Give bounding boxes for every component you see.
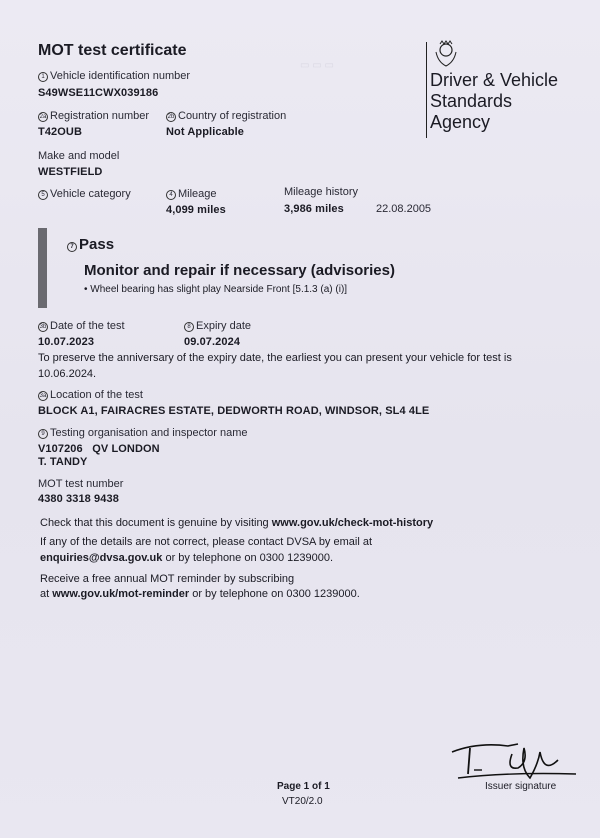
location-value: BLOCK A1, FAIRACRES ESTATE, DEDWORTH ROAD, WINDSOR, SL4 4LE <box>38 405 430 417</box>
expiry-label <box>184 320 251 332</box>
result-bar <box>38 228 47 308</box>
preserve-text-line1: To preserve the anniversary of the expiry date, the earliest you can present your vehicle for test is <box>38 352 512 364</box>
agency-line-2: Standards <box>430 91 513 111</box>
logo-divider <box>426 42 427 138</box>
page-number: Page 1 of 1 <box>277 781 330 792</box>
field-number-badge: 1 <box>38 72 48 82</box>
field-number-badge: 8 <box>184 322 194 332</box>
field-number-badge: 2a <box>39 114 47 120</box>
mileage-label <box>166 188 217 200</box>
agency-line-1: Driver & Vehicle <box>430 70 559 90</box>
registration-label <box>38 110 149 122</box>
registration-value: T42OUB <box>38 126 82 138</box>
expiry-label-text: Expiry date <box>196 320 252 332</box>
field-number-badge: 2b <box>167 114 175 120</box>
vin-value: S49WSE11CWX039186 <box>38 87 159 99</box>
category-label <box>38 188 131 200</box>
document-title: MOT test certificate <box>38 42 187 59</box>
preserve-text-line2: 10.06.2024. <box>38 368 97 380</box>
mileage-history-value: 3,986 miles <box>284 203 344 215</box>
field-number-badge: 4 <box>166 190 176 200</box>
test-date-value: 10.07.2023 <box>38 336 95 348</box>
incorrect-text-line2 <box>40 550 333 566</box>
mileage-label-text: Mileage <box>178 188 217 200</box>
field-number-badge: 7 <box>67 242 77 252</box>
reminder-text-line1: Receive a free annual MOT reminder by subscribing <box>40 573 295 585</box>
test-date-label <box>38 320 125 332</box>
expiry-value: 09.07.2024 <box>184 336 241 348</box>
check-mot-link[interactable]: www.gov.uk/check-mot-history <box>271 517 434 529</box>
field-number-badge: 9 <box>38 429 48 439</box>
royal-crest-icon <box>432 40 460 74</box>
field-number-badge: 5 <box>38 190 48 200</box>
reminder-phone-text: or by telephone on 0300 1239000. <box>189 588 360 600</box>
reminder-text-line2 <box>40 586 360 602</box>
org-line2: T. TANDY <box>38 456 88 468</box>
vin-label-text: Vehicle identification number <box>50 70 191 82</box>
org-line1: V107206 QV LONDON <box>38 443 160 455</box>
issuer-signature <box>448 734 578 784</box>
field-number-badge: 3a <box>39 393 47 399</box>
vin-label <box>38 70 190 82</box>
org-label-text: Testing organisation and inspector name <box>50 427 248 439</box>
mileage-history-date: 22.08.2005 <box>376 203 432 215</box>
check-genuine-text <box>40 515 433 531</box>
dvsa-logo <box>418 38 578 138</box>
registration-label-text: Registration number <box>50 110 150 122</box>
advisory-heading: Monitor and repair if necessary (advisories) <box>84 262 395 279</box>
result-text: Pass <box>79 236 115 253</box>
test-number-label: MOT test number <box>38 478 124 490</box>
reminder-at: at <box>40 588 53 600</box>
field-number-badge: 3b <box>39 324 47 330</box>
test-date-label-text: Date of the test <box>50 320 125 332</box>
advisory-item: • Wheel bearing has slight play Nearside Front [5.1.3 (a) (i)] <box>84 284 348 295</box>
location-label <box>38 389 143 401</box>
country-value: Not Applicable <box>166 126 244 138</box>
category-label-text: Vehicle category <box>50 188 131 200</box>
agency-name <box>430 70 558 133</box>
make-label: Make and model <box>38 150 120 162</box>
bleed-through: ▭ ▭ ▭ <box>300 60 334 71</box>
make-value: WESTFIELD <box>38 166 103 178</box>
test-number-value: 4380 3318 9438 <box>38 493 119 505</box>
incorrect-phone-text: or by telephone on 0300 1239000. <box>162 552 334 564</box>
issuer-signature-label: Issuer signature <box>485 781 557 792</box>
country-label-text: Country of registration <box>178 110 287 122</box>
location-label-text: Location of the test <box>50 389 143 401</box>
result-pass <box>67 236 114 253</box>
dvsa-email-link[interactable]: enquiries@dvsa.gov.uk <box>40 552 163 564</box>
mot-reminder-link[interactable]: www.gov.uk/mot-reminder <box>52 588 190 600</box>
form-version: VT20/2.0 <box>282 796 323 807</box>
mileage-value: 4,099 miles <box>166 204 226 216</box>
country-label <box>166 110 286 122</box>
incorrect-text-line1: If any of the details are not correct, please contact DVSA by email at <box>40 536 373 548</box>
check-text: Check that this document is genuine by visiting <box>40 517 269 529</box>
agency-line-3: Agency <box>430 112 491 132</box>
org-label <box>38 427 248 439</box>
mileage-history-label: Mileage history <box>284 186 358 198</box>
